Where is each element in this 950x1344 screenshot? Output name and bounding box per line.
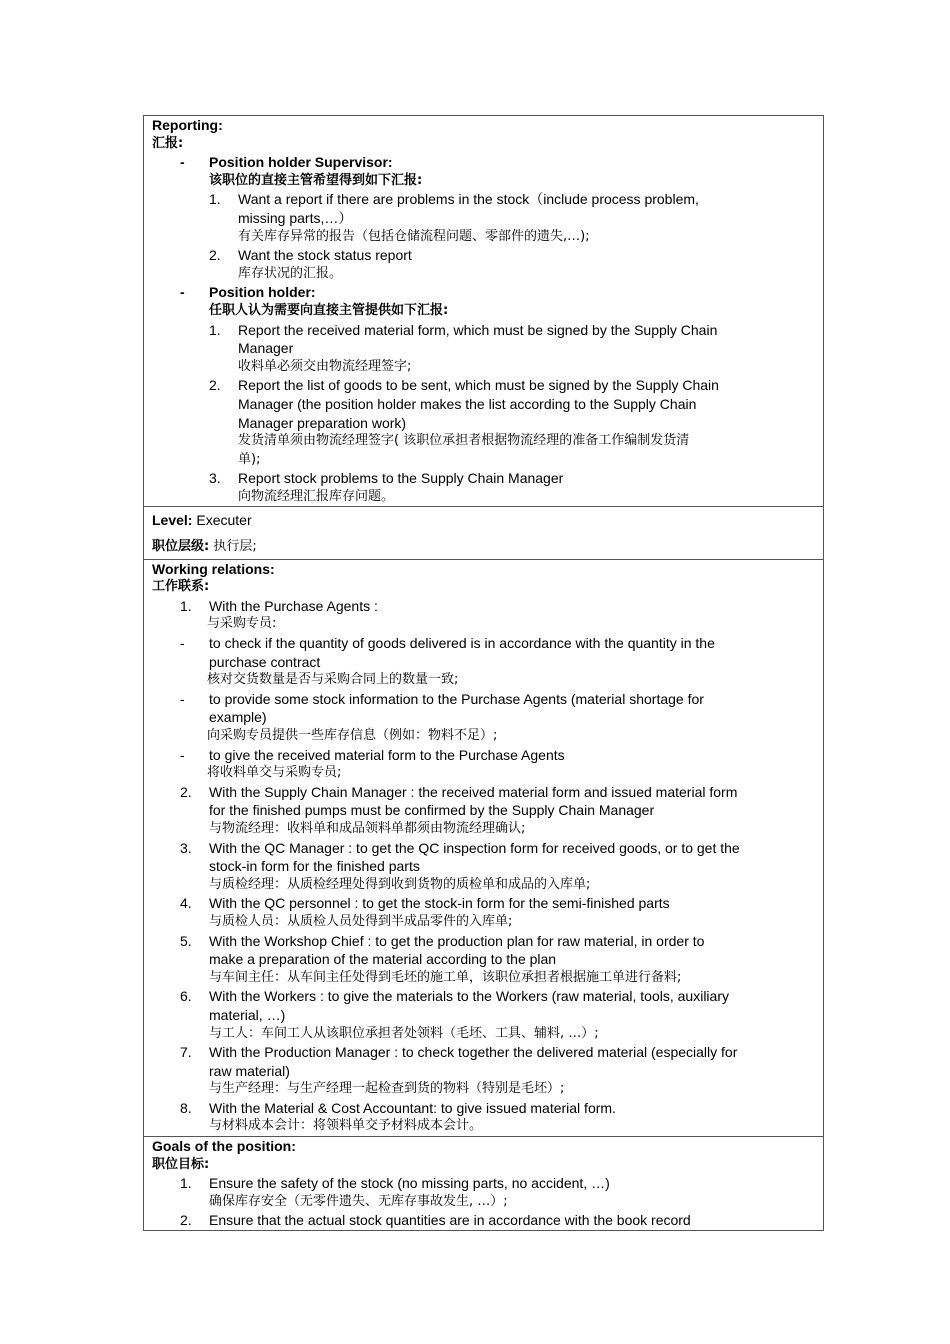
item-number: 3. bbox=[209, 470, 221, 487]
reporting-cell bbox=[144, 116, 824, 507]
sub-bullet-line bbox=[152, 708, 817, 727]
goals-cell bbox=[144, 1137, 824, 1231]
holder-list bbox=[152, 321, 817, 507]
list-item-line bbox=[152, 321, 817, 340]
list-item-text-cn: 有关库存异常的报告（包括仓储流程问题、零部件的遗失,…); bbox=[238, 228, 590, 244]
relation-item-text: raw material) bbox=[209, 1062, 290, 1079]
list-item-line bbox=[152, 246, 817, 265]
relation-item-line bbox=[152, 1006, 817, 1025]
list-item-text: Manager (the position holder makes the list according to the Supply Chain bbox=[238, 395, 697, 412]
item-number: 5. bbox=[180, 932, 192, 949]
relation-item-text: stock-in form for the finished parts bbox=[209, 858, 420, 875]
item-number: 4. bbox=[180, 895, 192, 912]
goal-item-text: Ensure that the actual stock quantities are in accordance with the book record bbox=[209, 1212, 691, 1229]
sub-bullet-text: to check if the quantity of goods delivered is in accordance with the quantity in the bbox=[209, 635, 715, 652]
relation-item-line bbox=[152, 857, 817, 876]
reporting-row bbox=[144, 116, 824, 507]
relation-item-text-cn: 与生产经理：与生产经理一起检查到货的物料（特别是毛坯）; bbox=[209, 1081, 565, 1097]
sub-bullet-text: to give the received material form to the Purchase Agents bbox=[209, 746, 565, 763]
relation-item-text: With the Material & Cost Accountant: to give issued material form. bbox=[209, 1099, 616, 1116]
relation-item-line bbox=[152, 839, 817, 858]
list-item-line bbox=[152, 469, 817, 488]
list-item-text-cn: 收料单必须交由物流经理签字; bbox=[238, 358, 412, 374]
list-item-text: Want the stock status report bbox=[238, 247, 412, 264]
relation-item-line bbox=[152, 894, 817, 913]
list-item-text: Manager preparation work) bbox=[238, 414, 407, 431]
relation-item-text-cn: 与材料成本会计：将领料单交予材料成本会计。 bbox=[209, 1118, 483, 1134]
bullet-dash: - bbox=[180, 284, 185, 301]
goal-list bbox=[152, 1174, 817, 1230]
item-number: 1. bbox=[180, 597, 192, 614]
level-value: Executer bbox=[192, 512, 252, 529]
bullet-dash: - bbox=[180, 690, 185, 707]
holder-heading bbox=[152, 283, 817, 302]
sub-bullet-text: purchase contract bbox=[209, 653, 321, 670]
relation-item-text: With the Supply Chain Manager : the received material form and issued material form bbox=[209, 783, 738, 800]
item-number: 3. bbox=[180, 839, 192, 856]
job-description-table bbox=[143, 115, 824, 1231]
list-item-text: Want a report if there are problems in the stock（include process problem, bbox=[238, 191, 699, 208]
relation-item-line bbox=[152, 801, 817, 820]
list-item-line bbox=[152, 414, 817, 433]
sub-bullet-line bbox=[152, 746, 817, 765]
sub-bullet-text: to provide some stock information to the Purchase Agents (material shortage for bbox=[209, 690, 704, 707]
supervisor-list bbox=[152, 190, 817, 283]
list-item-text-cn: 库存状况的汇报。 bbox=[238, 265, 343, 281]
supervisor-heading bbox=[152, 153, 817, 172]
item-number: 1. bbox=[180, 1175, 192, 1192]
working-relations-cell bbox=[144, 559, 824, 1136]
goal-item-line bbox=[152, 1211, 817, 1230]
relation-list bbox=[152, 783, 817, 1136]
bullet-dash: - bbox=[180, 154, 185, 171]
level-cell bbox=[144, 507, 824, 559]
goals-title-cn: 职位目标: bbox=[152, 1156, 210, 1172]
list-item-line bbox=[152, 339, 817, 358]
relation-item-text: With the QC personnel : to get the stock-in form for the semi-finished parts bbox=[209, 895, 670, 912]
list-item-text: Report the received material form, which must be signed by the Supply Chain bbox=[238, 321, 718, 338]
reporting-title: Reporting: bbox=[152, 117, 223, 133]
list-item-line bbox=[152, 190, 817, 209]
level-value-cn: 执行层; bbox=[209, 539, 257, 555]
list-item-line bbox=[152, 209, 817, 228]
item-number: 7. bbox=[180, 1044, 192, 1061]
working-relations-row bbox=[144, 559, 824, 1136]
list-item-line bbox=[152, 376, 817, 395]
relation-item-line bbox=[152, 1099, 817, 1118]
working-relations-title-cn: 工作联系: bbox=[152, 579, 210, 595]
item-number: 2. bbox=[180, 1212, 192, 1229]
sub-bullet-text: example) bbox=[209, 709, 267, 726]
item-number: 2. bbox=[209, 377, 221, 394]
relation-item-text-cn: 与车间主任：从车间主任处得到毛坯的施工单，该职位承担者根据施工单进行备料; bbox=[209, 969, 682, 985]
goal-item-line bbox=[152, 1174, 817, 1193]
item-number: 2. bbox=[209, 247, 221, 264]
list-item-line bbox=[152, 395, 817, 414]
relation-purchase-text: With the Purchase Agents : bbox=[209, 597, 378, 614]
sub-bullet-line bbox=[152, 690, 817, 709]
relation-item-line bbox=[152, 783, 817, 802]
relation-item-text-cn: 与物流经理：收料单和成品领料单都须由物流经理确认; bbox=[209, 820, 526, 836]
list-item-text-cn: 单); bbox=[238, 451, 261, 467]
list-item-text: missing parts,…） bbox=[238, 209, 353, 226]
purchase-sub-list bbox=[152, 634, 817, 783]
working-relations-title: Working relations: bbox=[152, 560, 275, 577]
holder-heading-text: Position holder: bbox=[209, 284, 316, 301]
level-line bbox=[152, 511, 817, 530]
item-number: 1. bbox=[209, 191, 221, 208]
relation-item-line bbox=[152, 987, 817, 1006]
list-item-text-cn: 向物流经理汇报库存问题。 bbox=[238, 488, 395, 504]
relation-item-line bbox=[152, 1062, 817, 1081]
relation-item-text: for the finished pumps must be confirmed by the Supply Chain Manager bbox=[209, 802, 655, 819]
goal-item-text-cn: 确保库存安全（无零件遗失、无库存事故发生, …）; bbox=[209, 1193, 508, 1209]
item-number: 6. bbox=[180, 988, 192, 1005]
item-number: 8. bbox=[180, 1099, 192, 1116]
relation-item-text: With the Workers : to give the materials to the Workers (raw material, tools, auxiliary bbox=[209, 988, 729, 1005]
sub-bullet-line bbox=[152, 653, 817, 672]
relation-item-line bbox=[152, 932, 817, 951]
sub-bullet-line bbox=[152, 634, 817, 653]
list-item-text: Report the list of goods to be sent, which must be signed by the Supply Chain bbox=[238, 377, 719, 394]
level-row bbox=[144, 507, 824, 559]
relation-purchase-cn: 与采购专员: bbox=[207, 616, 277, 632]
supervisor-heading-text: Position holder Supervisor: bbox=[209, 154, 393, 171]
relation-item-purchase bbox=[152, 597, 817, 616]
list-item-text-cn: 发货清单须由物流经理签字( 该职位承担者根据物流经理的准备工作编制发货清 bbox=[238, 433, 690, 449]
goals-title: Goals of the position: bbox=[152, 1138, 296, 1155]
relation-item-text: With the QC Manager : to get the QC inspection form for received goods, or to get the bbox=[209, 839, 740, 856]
holder-heading-cn: 任职人认为需要向直接主管提供如下汇报: bbox=[209, 302, 449, 318]
list-item-text: Report stock problems to the Supply Chain Manager bbox=[238, 470, 564, 487]
level-line-cn bbox=[152, 536, 817, 557]
relation-item-text-cn: 与工人：车间工人从该职位承担者处领料（毛坯、工具、辅料, …）; bbox=[209, 1025, 599, 1041]
relation-item-text: With the Workshop Chief : to get the production plan for raw material, in order to bbox=[209, 932, 705, 949]
relation-item-text-cn: 与质检经理：从质检经理处得到收到货物的质检单和成品的入库单; bbox=[209, 876, 591, 892]
sub-bullet-text-cn: 向采购专员提供一些库存信息（例如：物料不足）; bbox=[207, 728, 498, 743]
relation-item-text: With the Production Manager : to check together the delivered material (especially for bbox=[209, 1044, 738, 1061]
level-label: Level: bbox=[152, 512, 193, 529]
sub-bullet-text-cn: 核对交货数量是否与采购合同上的数量一致; bbox=[207, 672, 459, 688]
goal-item-text: Ensure the safety of the stock (no missing parts, no accident, …) bbox=[209, 1175, 610, 1192]
goals-row bbox=[144, 1137, 824, 1231]
level-label-cn: 职位层级: bbox=[152, 539, 210, 555]
bullet-dash: - bbox=[180, 746, 185, 763]
reporting-title-cn: 汇报: bbox=[152, 135, 184, 151]
relation-item-text-cn: 与质检人员：从质检人员处得到半成品零件的入库单; bbox=[209, 913, 513, 929]
relation-item-line bbox=[152, 1043, 817, 1062]
relation-item-line bbox=[152, 950, 817, 969]
sub-bullet-text-cn: 将收料单交与采购专员; bbox=[207, 765, 342, 781]
item-number: 1. bbox=[209, 321, 221, 338]
relation-item-text: make a preparation of the material according to the plan bbox=[209, 951, 557, 968]
relation-item-text: material, …) bbox=[209, 1006, 286, 1023]
list-item-text: Manager bbox=[238, 340, 294, 357]
supervisor-heading-cn: 该职位的直接主管希望得到如下汇报: bbox=[209, 172, 423, 188]
item-number: 2. bbox=[180, 783, 192, 800]
bullet-dash: - bbox=[180, 635, 185, 652]
